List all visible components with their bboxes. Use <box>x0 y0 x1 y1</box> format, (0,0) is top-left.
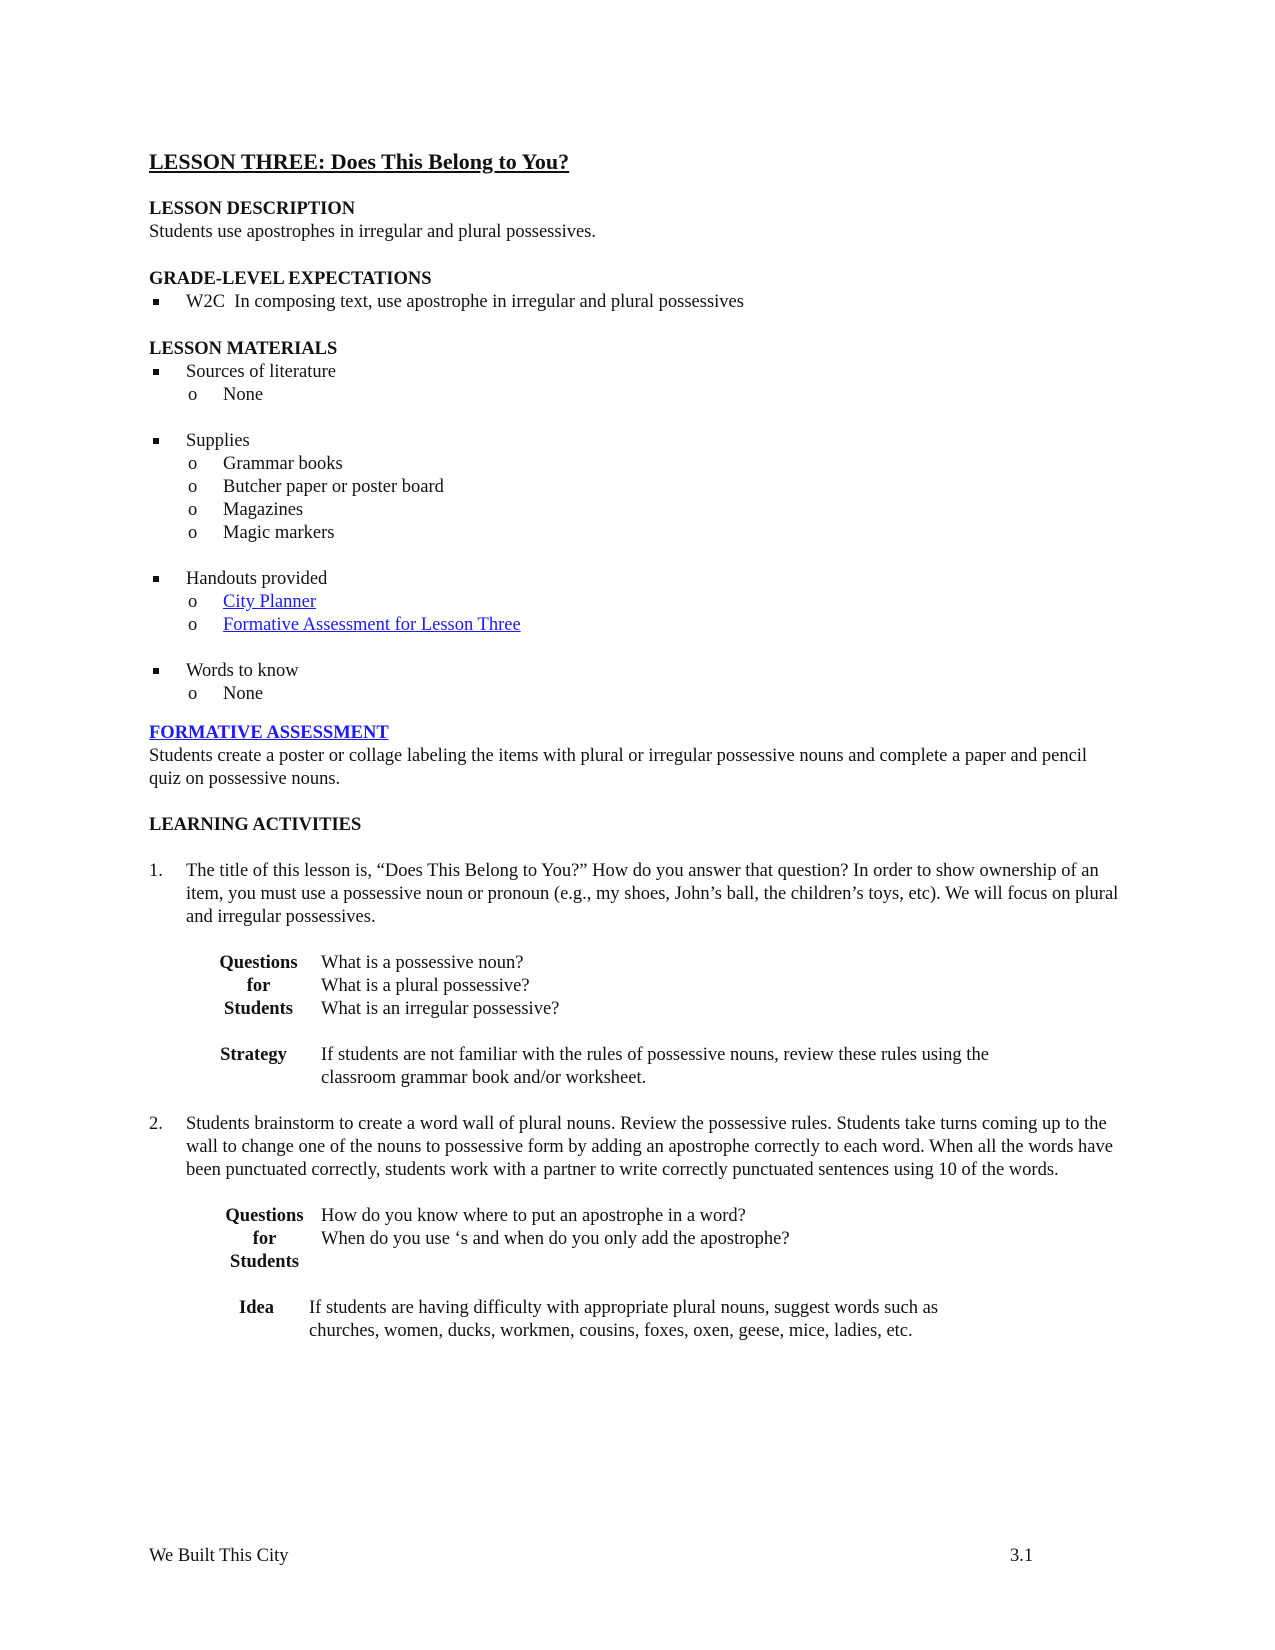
activity-number: 1. <box>149 861 163 881</box>
materials-group-words <box>149 660 1119 706</box>
materials-group-literature <box>149 361 1119 407</box>
gle-heading: GRADE-LEVEL EXPECTATIONS <box>149 269 432 289</box>
question-item: How do you know where to put an apostrophe in a word? <box>321 1206 746 1226</box>
label-line: Students <box>224 999 293 1019</box>
lesson-description-section <box>149 198 1119 244</box>
activity-text: The title of this lesson is, “Does This Belong to You?” How do you answer that question? In order to show ownership of an item, you must use a possessive noun or pronoun (e.g., my shoes, John’s ball, the children’s toys, etc). We will focus on plural and irregular possessives. <box>186 861 1119 927</box>
list-item: o Butcher paper or poster board <box>186 476 1119 499</box>
group-label: Sources of literature <box>186 362 336 382</box>
materials-list <box>149 361 1119 706</box>
materials-heading: LESSON MATERIALS <box>149 339 338 359</box>
materials-section <box>149 338 1119 729</box>
gle-list <box>149 291 1119 314</box>
footer-title: We Built This City <box>149 1546 289 1566</box>
list-item: o Magazines <box>186 499 1119 522</box>
question-item: What is a plural possessive? <box>321 976 530 996</box>
activity-item <box>149 1113 1119 1343</box>
formative-heading-wrap <box>149 722 1119 745</box>
question-item: What is a possessive noun? <box>321 953 524 973</box>
label-line: Students <box>230 1252 299 1272</box>
label-line: for <box>252 1229 277 1249</box>
activities-list <box>149 860 1119 1343</box>
activity-text: Students brainstorm to create a word wall of plural nouns. Review the possessive rules. Students take turns coming up to the wall to change one of the nouns to possessive form by adding an apostrophe correctly to each word. When all the words have been punctuated correctly, students work with a partner to write correctly punctuated sentences using 10 of the words. <box>186 1114 1113 1180</box>
idea-text: If students are having difficulty with appropriate plural nouns, suggest words such as churches, women, ducks, workmen, cousins, foxes, oxen, geese, mice, ladies, etc. <box>309 1298 939 1341</box>
sub-list <box>186 453 1119 545</box>
questions-list <box>321 952 1119 1021</box>
strategy-block <box>186 1044 1119 1090</box>
questions-list <box>321 1205 1119 1274</box>
activity-item <box>149 860 1119 1090</box>
group-label: Handouts provided <box>186 569 328 589</box>
learning-activities-section <box>149 814 1119 1366</box>
label-line: Questions <box>225 1206 304 1226</box>
questions-label <box>186 952 321 1021</box>
page-number: 3.1 <box>1010 1546 1034 1566</box>
group-label: Supplies <box>186 431 250 451</box>
sub-list <box>186 384 1119 407</box>
label-line: Questions <box>219 953 298 973</box>
list-item <box>186 614 1119 637</box>
sub-list <box>186 683 1119 706</box>
list-item: o None <box>186 384 1119 407</box>
materials-group-handouts <box>149 568 1119 637</box>
label-line: for <box>246 976 271 996</box>
city-planner-link[interactable]: City Planner <box>223 592 317 612</box>
strategy-text: If students are not familiar with the rules of possessive nouns, review these rules using the classroom grammar book and/or worksheet. <box>321 1045 989 1088</box>
group-label: Words to know <box>186 661 299 681</box>
learning-activities-heading: LEARNING ACTIVITIES <box>149 815 362 835</box>
list-item: o None <box>186 683 1119 706</box>
gle-section <box>149 268 1119 314</box>
gle-item: W2C In composing text, use apostrophe in irregular and plural possessives <box>149 291 1119 314</box>
strategy-label: Strategy <box>220 1045 287 1065</box>
lesson-title: LESSON THREE: Does This Belong to You? <box>149 149 570 174</box>
idea-block <box>186 1297 1119 1343</box>
formative-assessment-section <box>149 722 1119 791</box>
list-item: o Grammar books <box>186 453 1119 476</box>
list-item <box>186 591 1119 614</box>
formative-assessment-text: Students create a poster or collage labeling the items with plural or irregular possessive nouns and complete a paper and pencil quiz on possessive nouns. <box>149 746 1088 789</box>
questions-block <box>186 952 1119 1021</box>
sub-list <box>186 591 1119 637</box>
question-item: When do you use ‘s and when do you only add the apostrophe? <box>321 1229 790 1249</box>
questions-label <box>186 1205 321 1274</box>
materials-group-supplies <box>149 430 1119 545</box>
list-item: o Magic markers <box>186 522 1119 545</box>
questions-block <box>186 1205 1119 1274</box>
activity-number: 2. <box>149 1114 163 1134</box>
idea-label: Idea <box>239 1298 274 1318</box>
lesson-description-heading: LESSON DESCRIPTION <box>149 199 356 219</box>
formative-assessment-lesson-three-link[interactable]: Formative Assessment for Lesson Three <box>223 615 521 635</box>
lesson-description-text: Students use apostrophes in irregular and plural possessives. <box>149 222 597 242</box>
formative-assessment-heading-link[interactable]: FORMATIVE ASSESSMENT <box>149 723 389 743</box>
question-item: What is an irregular possessive? <box>321 999 560 1019</box>
